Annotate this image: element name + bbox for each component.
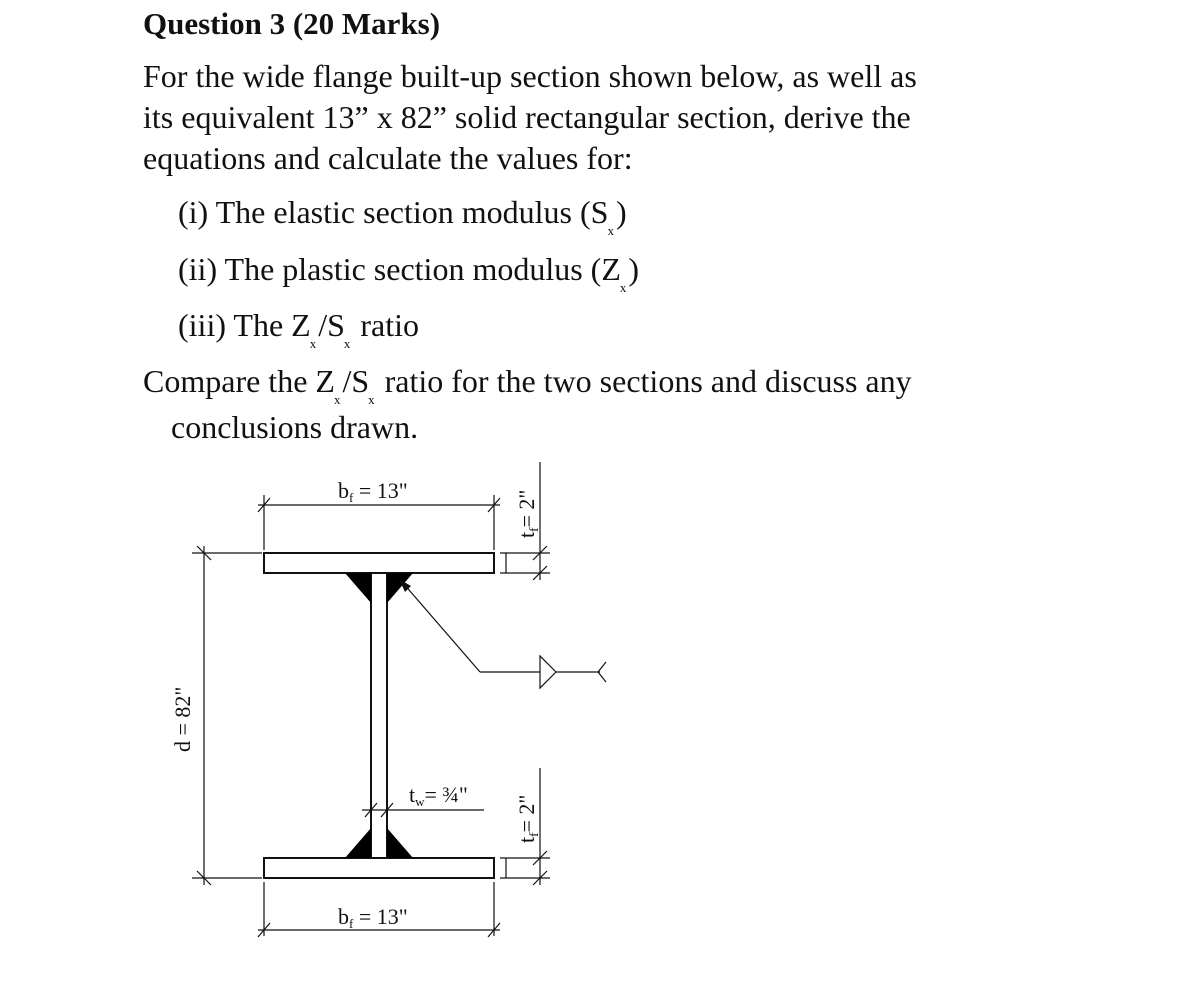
bottom-flange <box>264 858 494 878</box>
item-text: (ii) The plastic section modulus (Z <box>178 251 621 287</box>
weld-bottom-right <box>387 828 413 858</box>
tf-bottom-label: tf= 2" <box>514 794 541 843</box>
compare-text: /S <box>342 363 370 399</box>
item-text: (iii) The Z <box>178 307 311 343</box>
compare-line-2: conclusions drawn. <box>171 409 419 445</box>
bf-bottom-label: bf = 13" <box>338 904 408 931</box>
item-subscript: x <box>343 336 351 351</box>
web <box>371 573 387 858</box>
item-subscript: x <box>619 280 627 295</box>
intro-line: For the wide flange built-up section shown below, as well as <box>143 58 917 94</box>
item-text: ratio <box>352 307 420 343</box>
item-text: (i) The elastic section modulus (S <box>178 194 609 230</box>
weld-symbol-triangle <box>540 656 556 688</box>
compare-subscript: x <box>333 392 341 407</box>
d-label: d = 82" <box>170 686 195 752</box>
weld-leader-diagonal <box>403 583 480 672</box>
item-text: ) <box>628 251 640 287</box>
weld-top-left <box>345 573 371 603</box>
item-text: ) <box>615 194 627 230</box>
intro-line: its equivalent 13” x 82” solid rectangular section, derive the <box>143 99 911 135</box>
tf-top-label: tf= 2" <box>514 489 541 538</box>
tw-label: tw= ¾" <box>409 782 468 809</box>
intro-line: equations and calculate the values for: <box>143 140 633 176</box>
bf-top-label: bf = 13" <box>338 478 408 505</box>
weld-top-right <box>387 573 413 603</box>
weld-bottom-left <box>345 828 371 858</box>
top-flange <box>264 553 494 573</box>
item-subscript: x <box>607 223 614 238</box>
item-text: /S <box>318 307 345 343</box>
compare-text: ratio for the two sections and discuss any <box>376 363 912 399</box>
compare-subscript: x <box>368 392 375 407</box>
item-subscript: x <box>309 336 317 351</box>
compare-text: Compare the Z <box>143 363 335 399</box>
question-heading: Question 3 (20 Marks) <box>143 6 441 41</box>
